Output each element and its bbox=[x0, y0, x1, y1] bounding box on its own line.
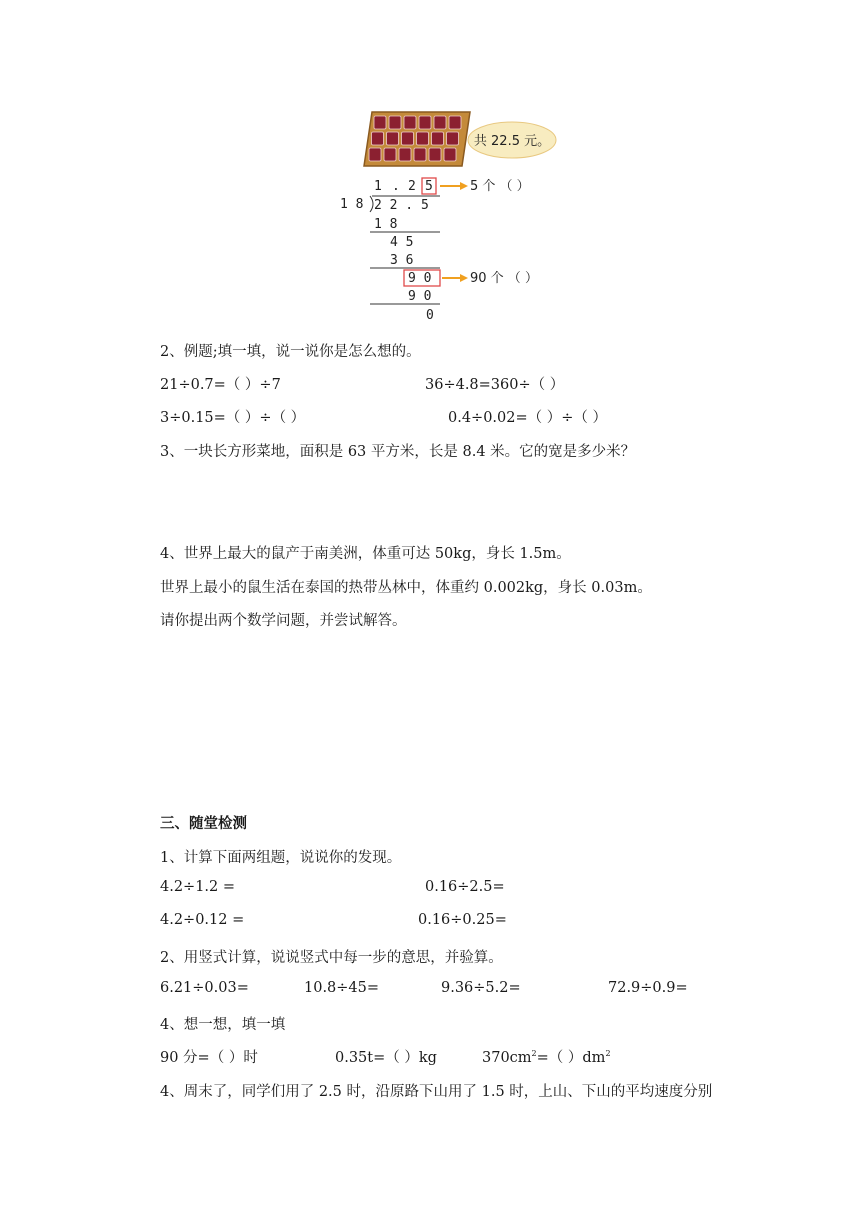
q4-line3: 请你提出两个数学问题，并尝试解答。 bbox=[160, 613, 407, 629]
q2-r1c1: 21÷0.7=（ ）÷7 bbox=[160, 377, 281, 393]
s3-p1-r1c2: 0.16÷2.5= bbox=[425, 879, 505, 895]
tray-item bbox=[387, 132, 399, 145]
tray-item bbox=[419, 116, 431, 129]
tray-item bbox=[402, 132, 414, 145]
step-1: 1 8 bbox=[374, 217, 398, 232]
s3-p3-c-mid: =（ ）dm bbox=[536, 1050, 606, 1066]
step-2: 4 5 bbox=[390, 235, 414, 250]
q4-line2: 世界上最小的鼠生活在泰国的热带丛林中，体重约 0.002kg，身长 0.03m。 bbox=[160, 580, 652, 596]
q3-text: 3、一块长方形菜地，面积是 63 平方米，长是 8.4 米。它的宽是多少米？ bbox=[160, 444, 636, 460]
tray-illustration bbox=[364, 112, 470, 166]
arrow1-label: 5 个 （ ） bbox=[470, 179, 530, 194]
divisor: 1 8 bbox=[340, 197, 364, 212]
q2-r2c2: 0.4÷0.02=（ ）÷（ ） bbox=[448, 410, 608, 426]
s3-p2-item-3: 9.36÷5.2= bbox=[441, 980, 521, 996]
arrow2-label: 90 个 （ ） bbox=[470, 271, 538, 286]
tray-item bbox=[389, 116, 401, 129]
s3-p4-text: 4、周末了，同学们用了 2.5 时，沿原路下山用了 1.5 时，上山、下山的平均速度分别 bbox=[160, 1084, 713, 1100]
section3-heading: 三、随堂检测 bbox=[160, 816, 247, 832]
quotient-point: . bbox=[392, 179, 400, 194]
tray-item bbox=[447, 132, 459, 145]
q2-r2c1: 3÷0.15=（ ）÷（ ） bbox=[160, 410, 306, 426]
s3-p2-title: 2、用竖式计算，说说竖式中每一步的意思，并验算。 bbox=[160, 950, 503, 966]
tray-item bbox=[444, 148, 456, 161]
tray-item bbox=[432, 132, 444, 145]
tray-item bbox=[372, 132, 384, 145]
q2-title: 2、例题;填一填，说一说你是怎么想的。 bbox=[160, 344, 421, 360]
s3-p1-title: 1、计算下面两组题，说说你的发现。 bbox=[160, 850, 402, 866]
s3-p3-a: 90 分=（ ）时 bbox=[160, 1050, 258, 1066]
tray-item bbox=[384, 148, 396, 161]
tray-item bbox=[429, 148, 441, 161]
quotient-digit-2: 2 bbox=[408, 179, 416, 194]
q2-r1c2: 36÷4.8=360÷（ ） bbox=[425, 377, 565, 393]
bubble-text: 共 22.5 元。 bbox=[473, 134, 551, 149]
s3-p3-c-sup2: 2 bbox=[605, 1049, 611, 1059]
s3-p2-item-4: 72.9÷0.9= bbox=[608, 980, 688, 996]
quotient-digit-3: 5 bbox=[425, 179, 433, 194]
s3-p1-r2c2: 0.16÷0.25= bbox=[418, 912, 507, 928]
step-5: 9 0 bbox=[408, 289, 432, 304]
step-4: 9 0 bbox=[408, 271, 432, 286]
s3-p3-c-pre: 370cm bbox=[482, 1050, 532, 1066]
speech-bubble bbox=[468, 122, 556, 158]
long-division-figure bbox=[330, 100, 570, 330]
s3-p3-b: 0.35t=（ ）kg bbox=[335, 1050, 437, 1066]
s3-p1-r2c1: 4.2÷0.12 = bbox=[160, 912, 245, 928]
s3-p2-item-2: 10.8÷45= bbox=[304, 980, 380, 996]
tray-item bbox=[374, 116, 386, 129]
s3-p3-c-sup1: 2 bbox=[531, 1049, 537, 1059]
step-3: 3 6 bbox=[390, 253, 414, 268]
s3-p1-r1c1: 4.2÷1.2 = bbox=[160, 879, 236, 895]
quotient-digit-1: 1 bbox=[374, 179, 382, 194]
s3-p3-c bbox=[482, 1046, 611, 1067]
tray-item bbox=[434, 116, 446, 129]
tray-item bbox=[399, 148, 411, 161]
q4-line1: 4、世界上最大的鼠产于南美洲，体重可达 50kg，身长 1.5m。 bbox=[160, 546, 571, 562]
s3-p3-title: 4、想一想，填一填 bbox=[160, 1017, 286, 1033]
dividend: 2 2 . 5 bbox=[374, 198, 429, 213]
step-6: 0 bbox=[426, 308, 434, 323]
s3-p2-item-1: 6.21÷0.03= bbox=[160, 980, 249, 996]
tray-item bbox=[449, 116, 461, 129]
tray-item bbox=[404, 116, 416, 129]
tray-item bbox=[369, 148, 381, 161]
tray-item bbox=[414, 148, 426, 161]
tray-item bbox=[417, 132, 429, 145]
